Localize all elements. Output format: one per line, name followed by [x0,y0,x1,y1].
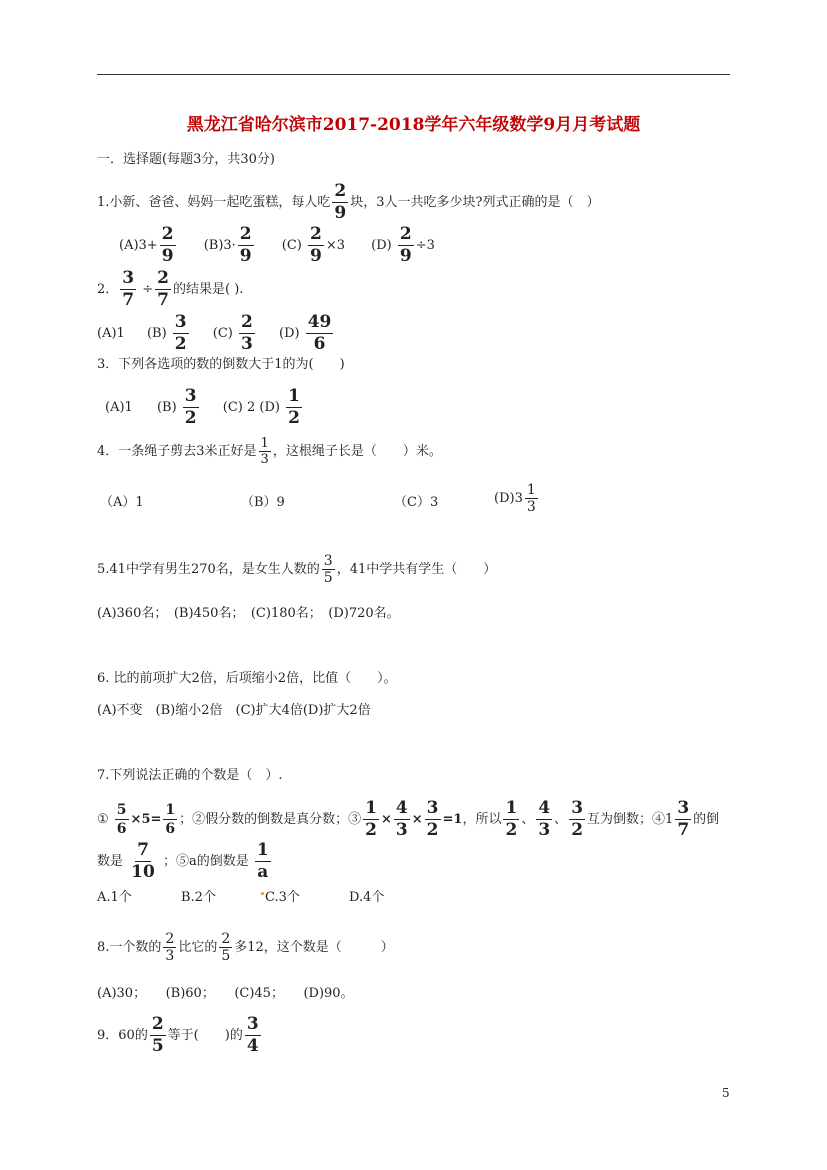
question-7-option-c: C.3个 [265,890,300,905]
question-4-option-b: （B）9 [241,495,285,510]
question-7-option-b: B.2个 [181,890,216,905]
question-4: 4．一条绳子剪去3米正好是 $\frac{1}{3}$ ，这根绳子长是（ ）米。 [97,436,442,467]
question-7-option-d: D.4个 [349,890,385,905]
question-7-statements-cont: 数是 $\frac{7}{10}$ ；⑤a的倒数是 $\frac{1}{a}$ [97,840,269,882]
question-7-statements: ① $\frac{5}{6}$ ×5= $\frac{1}{6}$ ；②假分数的倒数是真分数；③ $\frac{1}{2}$ × $\frac{4}{3}$ × $\frac{3}{2}$ =1，所以 $\frac{1}{2}$ 、 $\frac{4}{3}$ 、 $\frac{3}{2}$ 互为倒数；④1 $\frac{3}{7}$ 的倒 [97,798,720,840]
question-8-options: (A)30； (B)60； (C)45； (D)90。 [97,986,354,1001]
question-5: 5.41中学有男生270名，是女生人数的 $\frac{3}{5}$ ，41中学共有学生（ ） [97,553,497,586]
question-1: 1.小新、爸爸、妈妈一起吃蛋糕，每人吃 $\frac{2}{9}$ 块，3人一共吃多少块?列式正确的是（ ） [97,181,600,223]
question-9: 9．60的 $\frac{2}{5}$ 等于( )的 $\frac{3}{4}$ [97,1014,259,1056]
mark-dot [261,892,264,895]
question-7: 7.下列说法正确的个数是（ ）. [97,768,283,783]
question-4-option-c: （C）3 [394,495,439,510]
question-5-options: (A)360名； (B)450名； (C)180名； (D)720名。 [97,606,400,621]
header-rule [97,74,730,75]
question-6-options: (A)不变 (B)缩小2倍 (C)扩大4倍(D)扩大2倍 [97,703,371,718]
question-2-options: (A)1 (B) $\frac{3}{2}$ (C) $\frac{2}{3}$ (D) $\frac{49}{6}$ [97,312,332,354]
fraction: $\frac{2}{9}$ [334,181,347,223]
page-number: 5 [722,1086,730,1100]
question-4-option-d: (D)3 $\frac{1}{3}$ [494,482,536,515]
question-4-option-a: （A）1 [100,495,144,510]
page-title: 黑龙江省哈尔滨市2017-2018学年六年级数学9月月考试题 [186,115,641,135]
section-heading: 一．选择题(每题3分，共30分) [97,152,275,167]
question-7-option-a: A.1个 [97,890,132,905]
question-3-options: (A)1 (B) $\frac{3}{2}$ (C) 2 (D) $\frac{1}{2}$ [105,386,300,428]
question-3: 3．下列各选项的数的倒数大于1的为( ) [97,357,345,372]
question-2: 2． $\frac{3}{7}$ ÷ $\frac{2}{7}$ 的结果是( ). [97,268,244,310]
question-8: 8.一个数的 $\frac{2}{3}$ 比它的 $\frac{2}{5}$ 多12，这个数是（ ） [97,931,394,964]
question-6: 6. 比的前项扩大2倍，后项缩小2倍，比值（ ）。 [97,671,397,686]
question-1-options: (A)3+ $\frac{2}{9}$ (B)3· $\frac{2}{9}$ (C) $\frac{2}{9}$ ×3 (D) $\frac{2}{9}$ ÷3 [119,224,435,266]
